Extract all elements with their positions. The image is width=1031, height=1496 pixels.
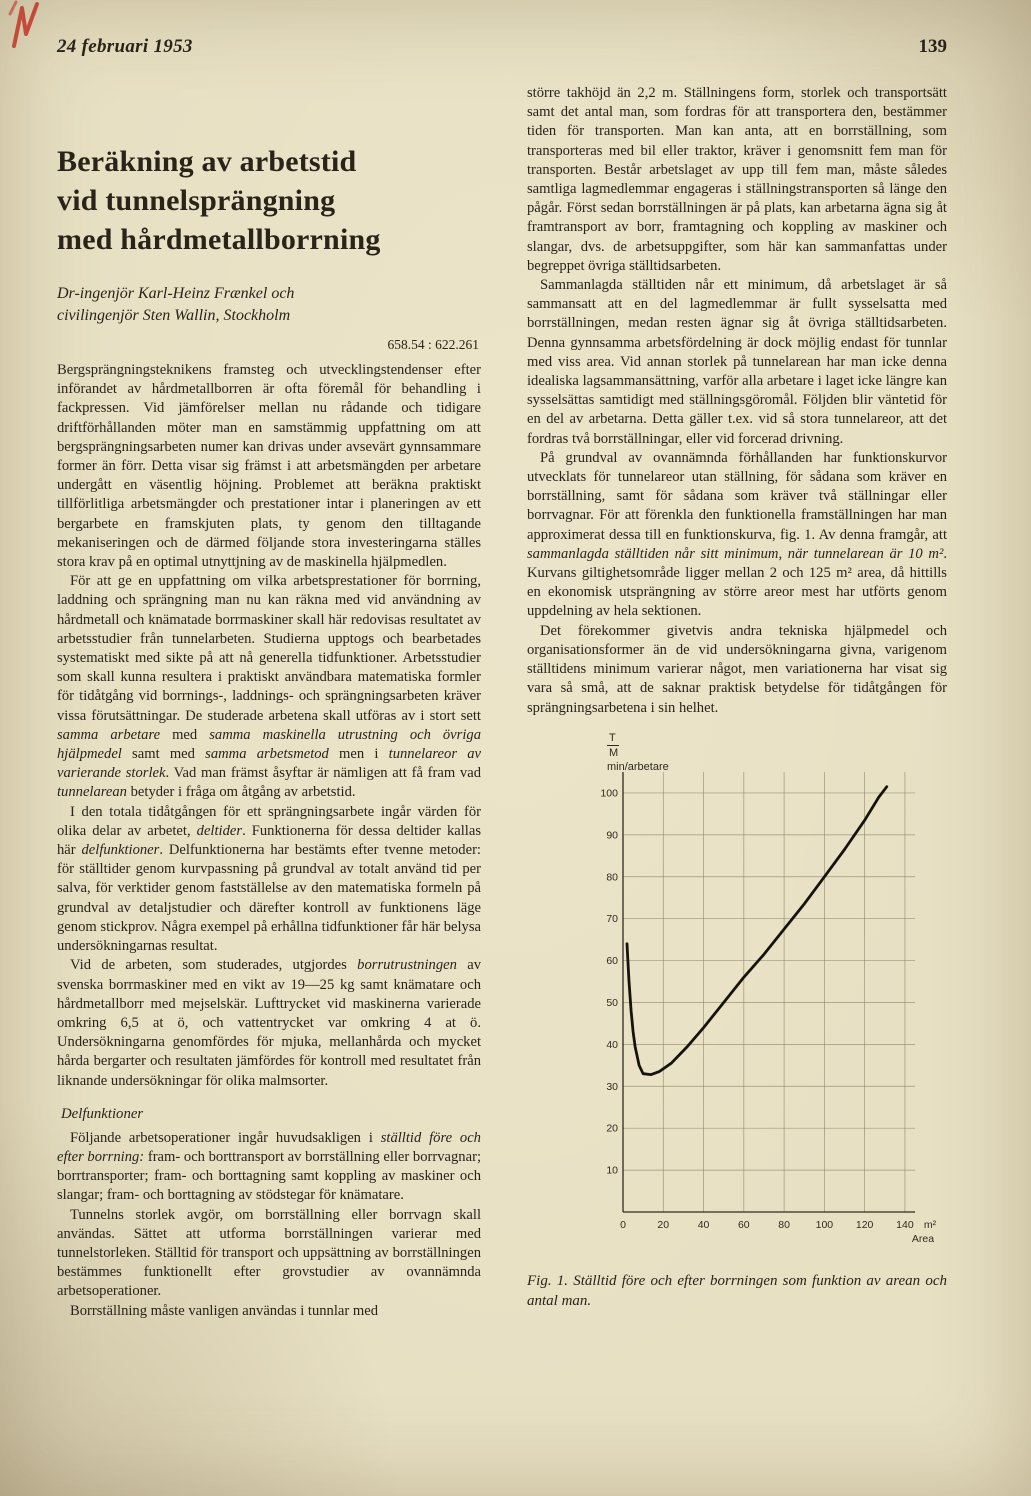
x-axis-name-label: Area bbox=[911, 1232, 935, 1245]
page-number: 139 bbox=[918, 36, 947, 57]
y-axis-unit: min/arbetare bbox=[607, 760, 669, 773]
left-column-text bbox=[57, 361, 481, 1321]
paragraph: I den totala tidåtgången för ett sprängningsarbete ingår värden för olika delar av arbetet, deltider. Funktionerna för dessa deltider kallas här delfunktioner. Delfunktionerna har bestämts efter tvenne metoder: för ställtider genom kurvpassning på grundval av totalt använd tid per salva, för verktider genom fastställelse av den matematiska formeln på grundval av detaljstudier och därefter kontroll av funktionens läge genom stickprov. Några exempel på erhållna tidfunktioner får här belysa undersökningarnas resultat. bbox=[57, 803, 482, 955]
y-tick-label: 70 bbox=[606, 912, 618, 925]
y-tick-label: 10 bbox=[606, 1164, 618, 1177]
left-column bbox=[57, 84, 481, 1321]
title-line: med hårdmetallborrning bbox=[57, 223, 381, 256]
byline-line: Dr-ingenjör Karl-Heinz Frænkel och bbox=[57, 285, 295, 302]
paragraph: Vid de arbeten, som studerades, utgjordes borrutrustningen av svenska borrmaskiner med en vikt av 19—25 kg samt knämatare och hårdmetallborr med mejselskär. Lufttrycket vid maskinerna varierade omkring 6,5 at ö, och vattentrycket var omkring 4 at ö. Undersökningarna genomfördes för mjuka, mellanhårda och mycket hårda bergarter och resultaten jämfördes för kontroll med resultatet från liknande undersökningar för olika malmsorter. bbox=[57, 957, 481, 1089]
x-tick-label: 120 bbox=[855, 1218, 874, 1231]
x-tick-label: 20 bbox=[657, 1218, 670, 1231]
y-tick-label: 60 bbox=[606, 954, 618, 967]
x-tick-label: 100 bbox=[815, 1218, 834, 1231]
figure-caption: Fig. 1. Ställtid före och efter borrningen som funktion av arean och antal man. bbox=[527, 1272, 947, 1310]
title-line: vid tunnelsprängning bbox=[57, 184, 336, 217]
paragraph: Bergsprängningsteknikens framsteg och utvecklingstendenser efter införandet av hårdmetallborren är ofta föremål för behandling i fackpressen. Vid jämförelser mellan nu rådande och tidigare driftförhållanden möter man en samstämmig uppfattning om att bergsprängningsarbeten numer kan drivas under avsevärt gynnsammare former än förr. Detta visar sig främst i att arbetsmängden per arbetare undergått en väsentlig höjning. Problemet att beräkna praktiskt tillförlitliga arbetsmängder och prestationer intar i planeringen av ett bergarbete en framskjuten plats, ty genom den tilltagande mekaniseringen och de därmed följande stora investeringarna ställes stora krav på en optimal utnyttjning av de maskinella hjälpmedlen. bbox=[57, 362, 481, 571]
fig1-chart bbox=[593, 738, 945, 1258]
byline bbox=[57, 283, 481, 327]
paragraph: Sammanlagda ställtiden når ett minimum, då arbetslaget är så sammansatt att en del lagmedlemmar är fullt sysselsatta med borrställningen, medan resten ägnar sig åt övriga ställtidsarbeten. Denna gynnsamma arbetsfördelning är dock möjlig endast för tunnlar med viss area. Vid annan storlek på tunnelarean har man icke denna idealiska lagsammansättning, varför alla arbetare i laget icke längre kan sysselsättas samtidigt med ställningsgöromål. Följden blir väntetid för en del av arbetarna. Detta gäller t.ex. vid så stora tunnelareor, att det fordras två borrställningar, eller vid forcerad drivning. bbox=[527, 277, 947, 447]
paragraph: större takhöjd än 2,2 m. Ställningens form, storlek och transportsätt samt det antal man, som fordras för att transportera den, bestämmer tiden för transporten. Man kan anta, att en borrställning, som transporteras med bil eller traktor, kräver i genomsnitt fem man för transporten. Består arbetslaget av upp till fem man, måste således samtliga lagmedlemmar engageras i ställningstransporten så länge den pågår. Först sedan borrställningen är på plats, kan arbetarna ägna sig åt framtransport av borr, framtagning och koppling av maskiner och slangar, dvs. de arbetsuppgifter, som här kan sammanfattas under begreppet övriga ställtidsarbeten. bbox=[527, 85, 947, 274]
paragraph: Det förekommer givetvis andra tekniska hjälpmedel och organisationsformer än de vid undersökningarna givna, varigenom ställtidens minimum varierar något, men variationerna har visat sig vara så små, att de saknar praktisk betydelse för tidåtgången för sprängningsarbetena i sin helhet. bbox=[527, 622, 947, 716]
y-axis-fraction-numerator: T bbox=[607, 732, 619, 746]
paragraph: På grundval av ovannämnda förhållanden har funktionskurvor utvecklats för tunnelareor utan ställning, för sådana som kräver en borrställning, samt för sådana som kräver två ställningar eller borrvagnar. För att förenkla den funktionella framställningen har man approximerat dessa till en funktionskurva, fig. 1. Av denna framgår, att sammanlagda ställtiden når sitt minimum, när tunnelarean är 10 m². Kurvans giltighetsområde ligger mellan 2 och 125 m² area, då hittills en ekonomisk utsprängning av större areor mest har utförts genom uppdelning av hela sektionen. bbox=[527, 449, 947, 620]
x-tick-label: 60 bbox=[737, 1218, 750, 1231]
x-tick-label: 80 bbox=[778, 1218, 790, 1231]
red-pen-mark bbox=[6, 0, 52, 52]
paragraph: Tunnelns storlek avgör, om borrställning eller borrvagn skall användas. Sättet att utforma borrställningen varierar med tunnelstorleken. Ställtid för transport och uppsättning av borrställningen bestämmes funktionellt efter grovstudier av ovannämnda arbetsoperationer. bbox=[57, 1206, 481, 1300]
right-column bbox=[527, 84, 947, 1321]
paragraph: Följande arbetsoperationer ingår huvudsakligen i ställtid före och efter borrning: fram- och borttransport av borrställning eller borrvagnar; borrtransporter; fram- och borttagning samt koppling av maskiner och slangar; fram- och borttagning av stödstegar för knämatare. bbox=[57, 1129, 481, 1204]
y-tick-label: 80 bbox=[606, 870, 618, 883]
x-tick-label: 0 bbox=[620, 1218, 626, 1231]
y-axis-fraction-denominator: M bbox=[609, 746, 619, 759]
y-tick-label: 30 bbox=[606, 1080, 618, 1093]
y-tick-label: 100 bbox=[600, 787, 618, 800]
article-title bbox=[57, 142, 481, 259]
figure-1 bbox=[527, 731, 947, 1258]
y-tick-label: 90 bbox=[606, 829, 618, 842]
udc-classification: 658.54 : 622.261 bbox=[387, 337, 479, 352]
byline-line: civilingenjör Sten Wallin, Stockholm bbox=[57, 307, 291, 324]
page-header bbox=[0, 0, 1031, 58]
x-tick-label: 40 bbox=[697, 1218, 710, 1231]
title-line: Beräkning av arbetstid bbox=[57, 145, 357, 178]
issue-date: 24 februari 1953 bbox=[57, 36, 193, 57]
staelltid-curve bbox=[627, 786, 887, 1074]
x-axis-unit-label: m² bbox=[923, 1218, 937, 1231]
right-column-text bbox=[527, 84, 947, 718]
y-tick-label: 40 bbox=[606, 1038, 618, 1051]
y-axis-title bbox=[607, 732, 669, 773]
y-tick-label: 20 bbox=[606, 1122, 618, 1135]
section-heading: Delfunktioner bbox=[61, 1105, 144, 1122]
y-tick-label: 50 bbox=[606, 996, 618, 1009]
x-tick-label: 140 bbox=[896, 1218, 914, 1231]
paragraph: Borrställning måste vanligen användas i tunnlar med bbox=[70, 1302, 379, 1319]
article-body bbox=[0, 84, 1031, 1321]
paragraph: För att ge en uppfattning om vilka arbetsprestationer för borrning, laddning och sprängning man nu kan räkna med vid användning av hårdmetall och knämatade borrmaskiner skall här redovisas resultatet av arbetsstudier från tunnelarbeten. Studierna upptogs och bearbetades systematiskt med sikte på att nå generella tidfunktioner. Arbetsstudier som skall kunna resultera i praktiskt användbara matematiska formler för tidåtgång vid borrnings-, laddnings- och sprängningsarbeten kräver vissa förutsättningar. De studerade arbetena skall utföras av i stort sett samma arbetare med samma maskinella utrustning och övriga hjälpmedel samt med samma arbetsmetod men i tunnelareor av varierande storlek. Vad man främst åsyftar är nämligen att få fram vad tunnelarean betyder i fråga om åtgång av arbetstid. bbox=[57, 573, 481, 801]
